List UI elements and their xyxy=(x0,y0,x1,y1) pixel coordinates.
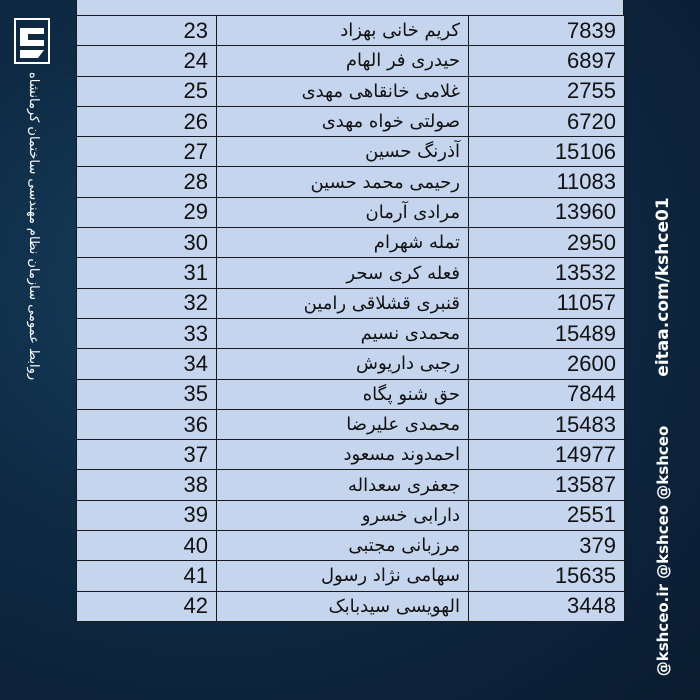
member-number-cell: 2551 xyxy=(469,500,625,530)
member-name-cell: رحیمی محمد حسین xyxy=(217,167,469,197)
member-number-cell: 15483 xyxy=(469,409,625,439)
member-name-cell: محمدی علیرضا xyxy=(217,409,469,439)
table-row xyxy=(77,258,625,288)
row-index-cell: 40 xyxy=(77,531,217,561)
member-number-cell: 6720 xyxy=(469,106,625,136)
row-index-cell: 35 xyxy=(77,379,217,409)
member-name-cell: دارابی خسرو xyxy=(217,500,469,530)
right-branding-bar xyxy=(630,0,700,700)
row-index-cell: 30 xyxy=(77,228,217,258)
table-row xyxy=(77,106,625,136)
table-row xyxy=(77,228,625,258)
member-number-cell: 379 xyxy=(469,531,625,561)
table-top-edge xyxy=(76,0,624,15)
table-row xyxy=(77,46,625,76)
organization-subtitle: روابط عمومی سازمان نظام مهندسی ساختمان کرمانشاه xyxy=(26,72,41,381)
eitaa-link[interactable]: eitaa.com/kshce01 xyxy=(653,197,673,377)
member-name-cell: رجبی داریوش xyxy=(217,349,469,379)
row-index-cell: 23 xyxy=(77,16,217,46)
member-number-cell: 11083 xyxy=(469,167,625,197)
row-index-cell: 28 xyxy=(77,167,217,197)
ksh-logo-icon xyxy=(14,18,50,64)
member-number-cell: 7844 xyxy=(469,379,625,409)
members-table xyxy=(76,15,624,622)
row-index-cell: 31 xyxy=(77,258,217,288)
row-index-cell: 32 xyxy=(77,288,217,318)
table-row xyxy=(77,197,625,227)
member-number-cell: 7839 xyxy=(469,16,625,46)
row-index-cell: 37 xyxy=(77,440,217,470)
table-row xyxy=(77,16,625,46)
row-index-cell: 26 xyxy=(77,106,217,136)
row-index-cell: 39 xyxy=(77,500,217,530)
table-row xyxy=(77,500,625,530)
member-name-cell: قنبری قشلاقی رامین xyxy=(217,288,469,318)
member-name-cell: الهویسی سیدبابک xyxy=(217,591,469,621)
member-name-cell: حق شنو پگاه xyxy=(217,379,469,409)
table-row xyxy=(77,531,625,561)
table-row xyxy=(77,76,625,106)
row-index-cell: 34 xyxy=(77,349,217,379)
member-name-cell: آذرنگ حسین xyxy=(217,137,469,167)
member-name-cell: احمدوند مسعود xyxy=(217,440,469,470)
row-index-cell: 36 xyxy=(77,409,217,439)
member-name-cell: تمله شهرام xyxy=(217,228,469,258)
member-number-cell: 13532 xyxy=(469,258,625,288)
row-index-cell: 25 xyxy=(77,76,217,106)
row-index-cell: 29 xyxy=(77,197,217,227)
row-index-cell: 27 xyxy=(77,137,217,167)
member-number-cell: 13960 xyxy=(469,197,625,227)
member-number-cell: 2600 xyxy=(469,349,625,379)
table-row xyxy=(77,379,625,409)
member-name-cell: حیدری فر الهام xyxy=(217,46,469,76)
member-name-cell: مرزبانی مجتبی xyxy=(217,531,469,561)
member-number-cell: 6897 xyxy=(469,46,625,76)
table-row xyxy=(77,470,625,500)
member-name-cell: جعفری سعداله xyxy=(217,470,469,500)
row-index-cell: 41 xyxy=(77,561,217,591)
table-row xyxy=(77,167,625,197)
member-number-cell: 11057 xyxy=(469,288,625,318)
member-number-cell: 13587 xyxy=(469,470,625,500)
table-row xyxy=(77,591,625,621)
table-row xyxy=(77,137,625,167)
member-name-cell: صولتی خواه مهدی xyxy=(217,106,469,136)
member-name-cell: غلامی خانقاهی مهدی xyxy=(217,76,469,106)
table-row xyxy=(77,561,625,591)
table-row xyxy=(77,318,625,348)
row-index-cell: 24 xyxy=(77,46,217,76)
member-number-cell: 15106 xyxy=(469,137,625,167)
member-name-cell: سهامی نژاد رسول xyxy=(217,561,469,591)
member-number-cell: 15635 xyxy=(469,561,625,591)
row-index-cell: 33 xyxy=(77,318,217,348)
left-branding-bar xyxy=(0,0,70,700)
table-row xyxy=(77,349,625,379)
member-name-cell: فعله کری سحر xyxy=(217,258,469,288)
table-row xyxy=(77,288,625,318)
member-name-cell: محمدی نسیم xyxy=(217,318,469,348)
table-row xyxy=(77,409,625,439)
member-number-cell: 3448 xyxy=(469,591,625,621)
member-number-cell: 15489 xyxy=(469,318,625,348)
social-handles[interactable]: @kshceo.ir @kshceo @kshceo xyxy=(654,425,672,677)
member-name-cell: مرادی آرمان xyxy=(217,197,469,227)
row-index-cell: 38 xyxy=(77,470,217,500)
member-number-cell: 2950 xyxy=(469,228,625,258)
table-row xyxy=(77,440,625,470)
row-index-cell: 42 xyxy=(77,591,217,621)
member-number-cell: 2755 xyxy=(469,76,625,106)
member-name-cell: کریم خانی بهزاد xyxy=(217,16,469,46)
member-number-cell: 14977 xyxy=(469,440,625,470)
